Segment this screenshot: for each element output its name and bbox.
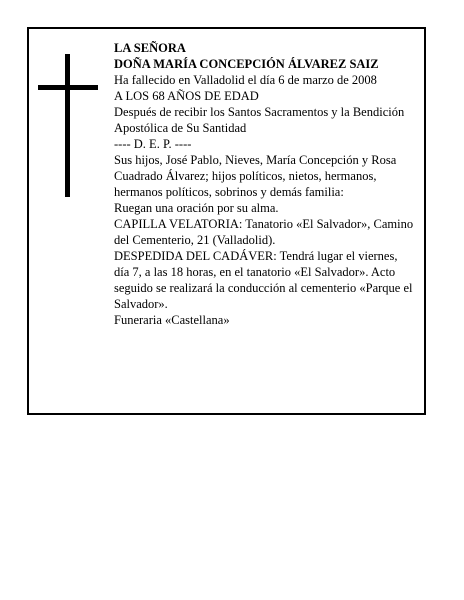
deceased-name: DOÑA MARÍA CONCEPCIÓN ÁLVAREZ SAIZ xyxy=(114,57,379,71)
death-line: Ha fallecido en Valladolid el día 6 de marzo de 2008 xyxy=(114,73,377,87)
cross-vertical-bar xyxy=(65,54,70,197)
latin-cross-icon xyxy=(38,54,98,197)
funeral-home-line: Funeraria «Castellana» xyxy=(114,313,230,327)
prayer-line: Ruegan una oración por su alma. xyxy=(114,201,279,215)
rip-line: ---- D. E. P. ---- xyxy=(114,137,192,151)
cross-horizontal-bar xyxy=(38,85,98,90)
sacraments-line: Después de recibir los Santos Sacramentos y la Bendición Apostólica de Su Santidad xyxy=(114,105,405,135)
family-line: Sus hijos, José Pablo, Nieves, María Concepción y Rosa Cuadrado Álvarez; hijos políticos, nietos, hermanos, hermanos políticos, sobrinos y demás familia: xyxy=(114,153,397,199)
age-line: A LOS 68 AÑOS DE EDAD xyxy=(114,89,259,103)
funeral-line: DESPEDIDA DEL CADÁVER: Tendrá lugar el viernes, día 7, a las 18 horas, en el tanatorio «El Salvador». Acto seguido se realizará la conducción al cementerio «Parque el Salvador». xyxy=(114,249,413,311)
chapel-line: CAPILLA VELATORIA: Tanatorio «El Salvador», Camino del Cementerio, 21 (Valladolid). xyxy=(114,217,414,247)
notice-text xyxy=(114,40,414,328)
notice-title: LA SEÑORA xyxy=(114,41,186,55)
